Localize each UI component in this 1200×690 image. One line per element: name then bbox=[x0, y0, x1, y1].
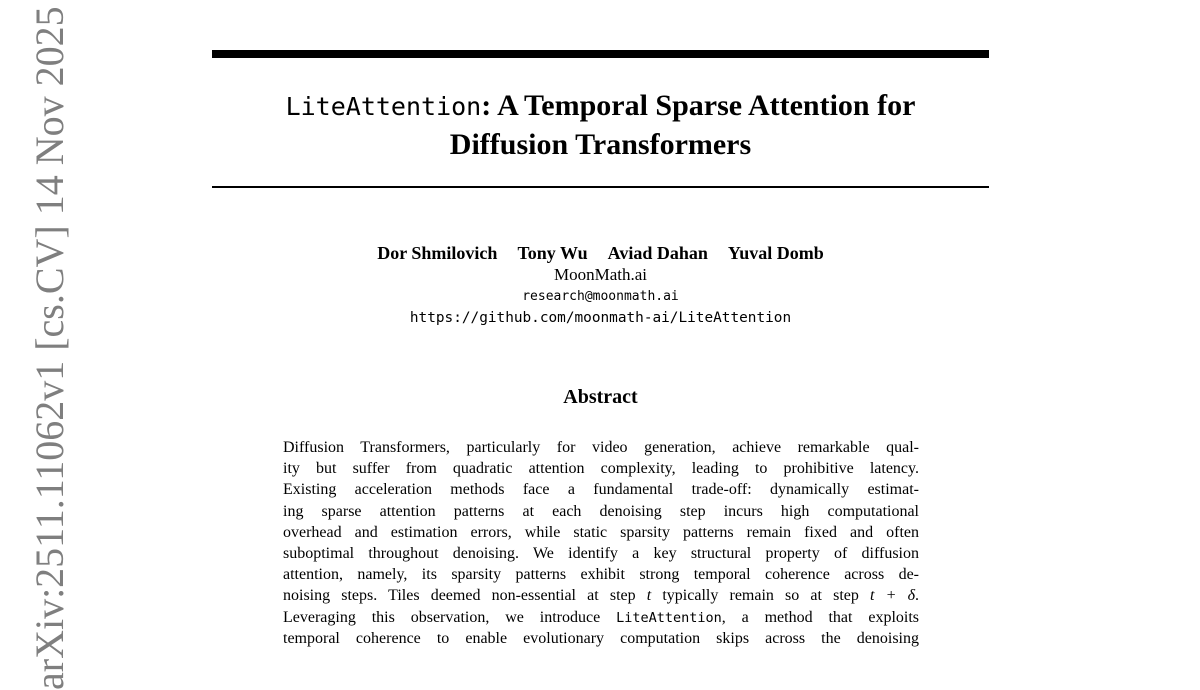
abstract-body bbox=[283, 437, 919, 649]
abstract-heading: Abstract bbox=[563, 386, 638, 408]
abstract-line: Diffusion Transformers, particularly for video generation, achieve remarkable qual- bbox=[283, 439, 919, 456]
repository-link[interactable]: https://github.com/moonmath-ai/LiteAttention bbox=[409, 310, 792, 326]
math-expression: t + δ bbox=[870, 587, 916, 605]
abstract-line: ity but suffer from quadratic attention complexity, leading to prohibitive latency. bbox=[283, 460, 919, 478]
abstract-line: attention, namely, its sparsity patterns exhibit strong temporal coherence across de- bbox=[283, 566, 919, 584]
abstract-line: temporal coherence to enable evolutionary computation skips across the denoising bbox=[283, 629, 919, 647]
abstract-text: , a method that exploits bbox=[721, 608, 919, 626]
paper-title bbox=[212, 87, 989, 164]
author-name: Aviad Dahan bbox=[607, 243, 708, 263]
author-name: Dor Shmilovich bbox=[377, 243, 498, 263]
author-name: Yuval Domb bbox=[727, 243, 824, 263]
abstract-line: suboptimal throughout denoising. We identify a key structural property of diffusion bbox=[283, 544, 919, 562]
abstract-text: typically remain so at step bbox=[651, 587, 871, 605]
abstract-text: noising steps. Tiles deemed non-essential at step bbox=[283, 587, 647, 605]
title-mono-part: LiteAttention bbox=[285, 92, 482, 121]
abstract-text: . bbox=[915, 587, 920, 605]
math-variable: t bbox=[646, 587, 652, 605]
abstract-line: Existing acceleration methods face a fundamental trade-off: dynamically estimat- bbox=[283, 481, 919, 499]
title-top-rule bbox=[212, 50, 989, 58]
affiliation: MoonMath.ai bbox=[553, 265, 648, 284]
abstract-line: overhead and estimation errors, while static sparsity patterns remain fixed and often bbox=[283, 523, 919, 541]
title-bottom-rule bbox=[212, 186, 989, 188]
arxiv-sidebar-stamp: arXiv:2511.11062v1 [cs.CV] 14 Nov 2025 bbox=[27, 6, 72, 690]
abstract-line: ing sparse attention patterns at each denoising step incurs high computational bbox=[283, 502, 919, 520]
author-list bbox=[212, 243, 989, 263]
author-name: Tony Wu bbox=[517, 243, 588, 263]
abstract-text: Leveraging this observation, we introduce bbox=[283, 608, 617, 626]
method-name-mono: LiteAttention bbox=[616, 609, 722, 626]
title-rest-line-1: : A Temporal Sparse Attention for bbox=[481, 89, 916, 122]
abstract-line-8 bbox=[283, 585, 919, 606]
title-line-2: Diffusion Transformers bbox=[449, 128, 752, 161]
title-line-1 bbox=[212, 87, 989, 126]
abstract-line-9 bbox=[283, 607, 919, 628]
contact-email[interactable]: research@moonmath.ai bbox=[522, 289, 679, 304]
